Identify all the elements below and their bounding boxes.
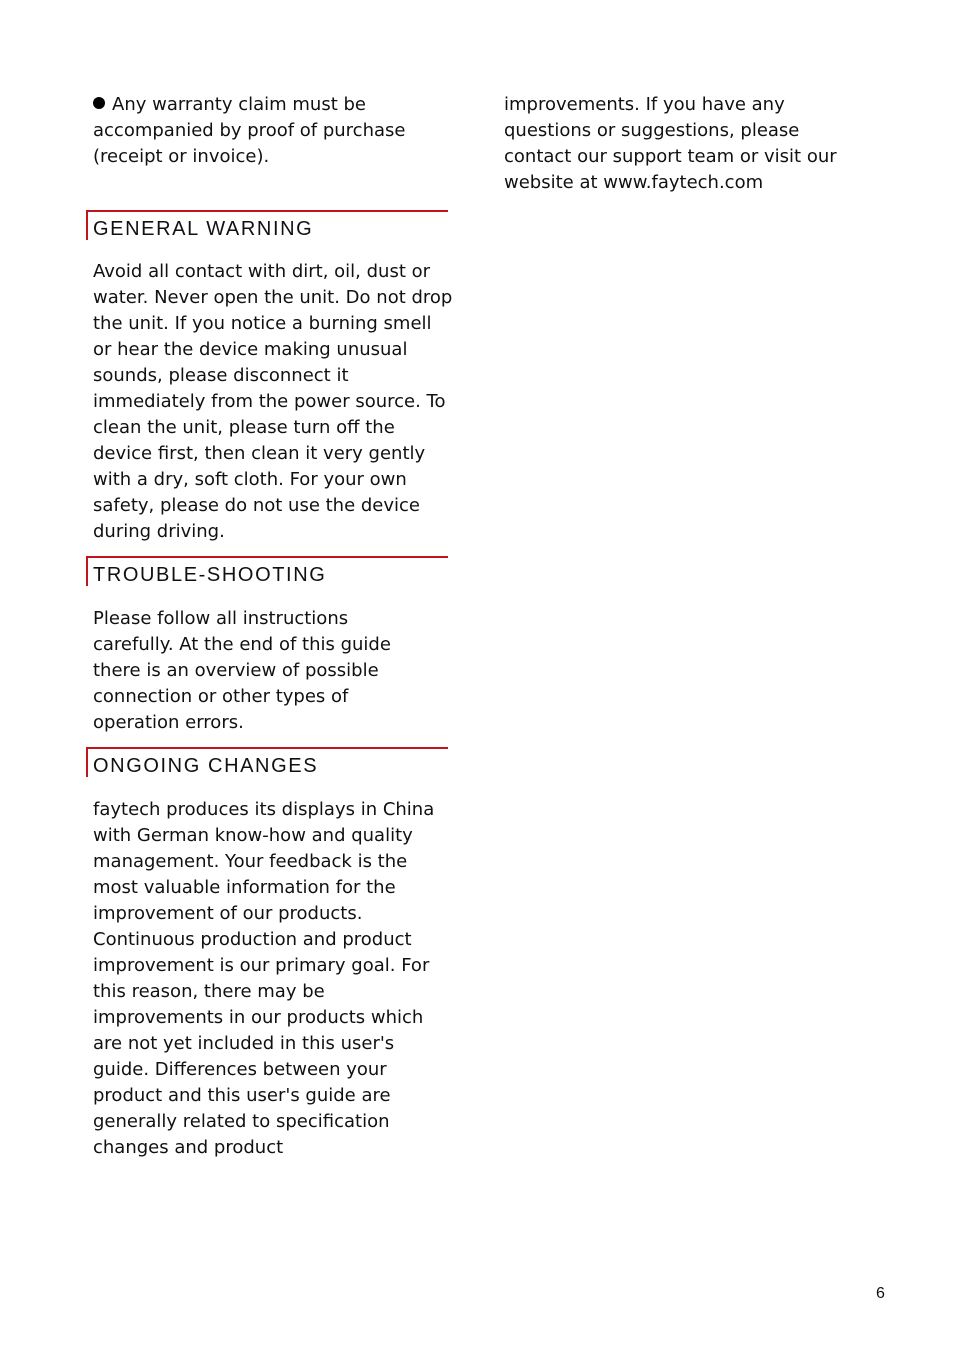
general-warning-title: GENERAL WARNING (93, 218, 314, 240)
right-column (504, 92, 864, 196)
page-number: 6 (876, 1285, 885, 1302)
general-warning-body: Avoid all contact with dirt, oil, dust or water. Never open the unit. Do not drop the unit. If you notice a burning smell or hear the device making unusual sounds, please disconnect it immediately from the power source. To clean the unit, please turn off the device first, then clean it very gently with a dry, soft cloth. For your own safety, please do not use the device during driving. (93, 261, 453, 542)
section-heading-ongoing-changes (86, 747, 448, 777)
section-heading-general-warning (86, 210, 448, 240)
ongoing-changes-title: ONGOING CHANGES (93, 755, 319, 777)
continuation-text: improvements. If you have any questions or suggestions, please contact our support team or visit our website at www.faytech.com (504, 94, 837, 193)
trouble-shooting-body: Please follow all instructions carefully. At the end of this guide there is an overview of possible connection or other types of operation errors. (93, 608, 391, 733)
bullet-icon (93, 97, 105, 109)
ongoing-changes-body: faytech produces its displays in China with German know-how and quality management. Your feedback is the most valuable information for the improvement of our products. Continuous production and product improvement is our primary goal. For this reason, there may be improvements in our products which are not yet included in this user's guide. Differences between your product and this user's guide are generally related to specification changes and product (93, 799, 435, 1158)
section-heading-trouble-shooting (86, 556, 448, 586)
warranty-bullet-item (93, 92, 453, 170)
trouble-shooting-title: TROUBLE-SHOOTING (93, 564, 327, 586)
warranty-bullet-text: Any warranty claim must be accompanied by proof of purchase (receipt or invoice). (93, 94, 406, 167)
